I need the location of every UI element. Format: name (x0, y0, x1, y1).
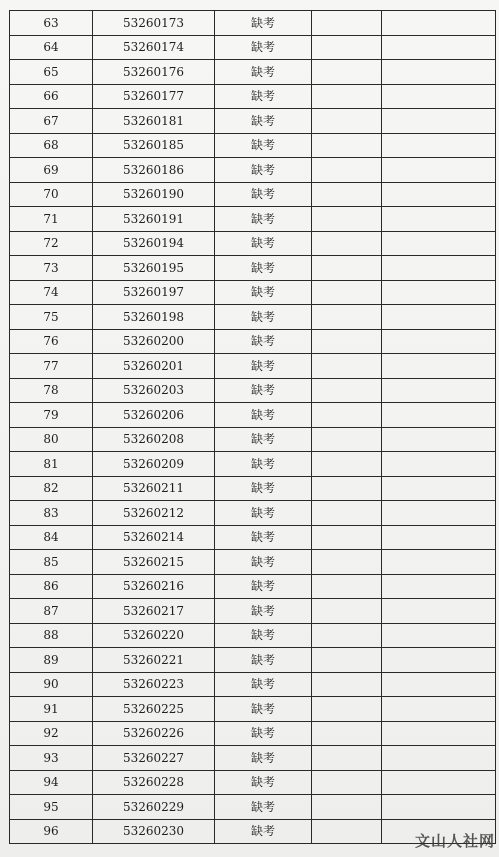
empty-cell (382, 403, 496, 428)
candidate-id-cell: 53260223 (93, 672, 215, 697)
empty-cell (312, 550, 382, 575)
row-number-cell: 68 (10, 133, 93, 158)
candidate-id-cell: 53260217 (93, 599, 215, 624)
empty-cell (382, 623, 496, 648)
empty-cell (312, 182, 382, 207)
empty-cell (312, 623, 382, 648)
row-number-cell: 86 (10, 574, 93, 599)
candidate-id-cell: 53260186 (93, 158, 215, 183)
table-row (10, 256, 496, 281)
candidate-id-cell: 53260174 (93, 35, 215, 60)
empty-cell (312, 452, 382, 477)
row-number-cell: 93 (10, 746, 93, 771)
status-cell: 缺考 (215, 819, 312, 844)
empty-cell (312, 574, 382, 599)
candidate-id-cell: 53260228 (93, 770, 215, 795)
empty-cell (312, 819, 382, 844)
table-row (10, 354, 496, 379)
status-cell: 缺考 (215, 574, 312, 599)
status-cell: 缺考 (215, 231, 312, 256)
empty-cell (312, 378, 382, 403)
row-number-cell: 72 (10, 231, 93, 256)
table-row (10, 525, 496, 550)
table-row (10, 378, 496, 403)
status-cell: 缺考 (215, 550, 312, 575)
candidate-id-cell: 53260229 (93, 795, 215, 820)
candidate-id-cell: 53260209 (93, 452, 215, 477)
empty-cell (312, 770, 382, 795)
table-row (10, 746, 496, 771)
table-row (10, 550, 496, 575)
empty-cell (382, 158, 496, 183)
row-number-cell: 81 (10, 452, 93, 477)
status-cell: 缺考 (215, 378, 312, 403)
empty-cell (312, 231, 382, 256)
status-cell: 缺考 (215, 770, 312, 795)
row-number-cell: 95 (10, 795, 93, 820)
status-cell: 缺考 (215, 672, 312, 697)
status-cell: 缺考 (215, 280, 312, 305)
table-row (10, 280, 496, 305)
empty-cell (382, 697, 496, 722)
row-number-cell: 71 (10, 207, 93, 232)
table-row (10, 476, 496, 501)
row-number-cell: 73 (10, 256, 93, 281)
table-row (10, 427, 496, 452)
table-row (10, 697, 496, 722)
row-number-cell: 70 (10, 182, 93, 207)
empty-cell (312, 329, 382, 354)
candidate-id-cell: 53260176 (93, 60, 215, 85)
table-row (10, 795, 496, 820)
status-cell: 缺考 (215, 182, 312, 207)
site-watermark: 文山人社网 (414, 832, 495, 850)
candidate-id-cell: 53260201 (93, 354, 215, 379)
status-cell: 缺考 (215, 697, 312, 722)
empty-cell (312, 207, 382, 232)
table-row (10, 35, 496, 60)
status-cell: 缺考 (215, 329, 312, 354)
empty-cell (312, 305, 382, 330)
empty-cell (382, 60, 496, 85)
status-cell: 缺考 (215, 354, 312, 379)
empty-cell (382, 84, 496, 109)
row-number-cell: 79 (10, 403, 93, 428)
empty-cell (382, 721, 496, 746)
status-cell: 缺考 (215, 109, 312, 134)
candidate-id-cell: 53260191 (93, 207, 215, 232)
candidate-id-cell: 53260226 (93, 721, 215, 746)
status-cell: 缺考 (215, 623, 312, 648)
status-cell: 缺考 (215, 158, 312, 183)
table-row (10, 721, 496, 746)
status-cell: 缺考 (215, 60, 312, 85)
empty-cell (382, 574, 496, 599)
row-number-cell: 91 (10, 697, 93, 722)
empty-cell (312, 648, 382, 673)
empty-cell (312, 672, 382, 697)
candidate-id-cell: 53260214 (93, 525, 215, 550)
row-number-cell: 75 (10, 305, 93, 330)
status-cell: 缺考 (215, 305, 312, 330)
empty-cell (382, 35, 496, 60)
empty-cell (312, 525, 382, 550)
row-number-cell: 89 (10, 648, 93, 673)
table-row (10, 158, 496, 183)
empty-cell (312, 746, 382, 771)
empty-cell (382, 378, 496, 403)
empty-cell (382, 329, 496, 354)
row-number-cell: 80 (10, 427, 93, 452)
row-number-cell: 84 (10, 525, 93, 550)
empty-cell (312, 280, 382, 305)
empty-cell (382, 231, 496, 256)
status-cell: 缺考 (215, 476, 312, 501)
table-row (10, 501, 496, 526)
row-number-cell: 67 (10, 109, 93, 134)
empty-cell (312, 427, 382, 452)
status-cell: 缺考 (215, 256, 312, 281)
table-row (10, 109, 496, 134)
empty-cell (382, 648, 496, 673)
empty-cell (382, 599, 496, 624)
status-cell: 缺考 (215, 525, 312, 550)
empty-cell (312, 256, 382, 281)
empty-cell (382, 256, 496, 281)
empty-cell (312, 133, 382, 158)
table-row (10, 648, 496, 673)
candidate-id-cell: 53260203 (93, 378, 215, 403)
candidate-id-cell: 53260190 (93, 182, 215, 207)
status-cell: 缺考 (215, 133, 312, 158)
absentee-table-body (10, 11, 496, 844)
table-row (10, 403, 496, 428)
empty-cell (312, 697, 382, 722)
table-row (10, 60, 496, 85)
candidate-id-cell: 53260230 (93, 819, 215, 844)
status-cell: 缺考 (215, 35, 312, 60)
row-number-cell: 65 (10, 60, 93, 85)
empty-cell (382, 280, 496, 305)
table-row (10, 182, 496, 207)
empty-cell (382, 795, 496, 820)
candidate-id-cell: 53260225 (93, 697, 215, 722)
candidate-id-cell: 53260198 (93, 305, 215, 330)
table-row (10, 305, 496, 330)
row-number-cell: 77 (10, 354, 93, 379)
table-row (10, 574, 496, 599)
status-cell: 缺考 (215, 84, 312, 109)
candidate-id-cell: 53260212 (93, 501, 215, 526)
candidate-id-cell: 53260221 (93, 648, 215, 673)
status-cell: 缺考 (215, 452, 312, 477)
row-number-cell: 88 (10, 623, 93, 648)
candidate-id-cell: 53260227 (93, 746, 215, 771)
empty-cell (382, 452, 496, 477)
status-cell: 缺考 (215, 427, 312, 452)
empty-cell (382, 182, 496, 207)
empty-cell (312, 109, 382, 134)
row-number-cell: 85 (10, 550, 93, 575)
row-number-cell: 82 (10, 476, 93, 501)
status-cell: 缺考 (215, 403, 312, 428)
candidate-id-cell: 53260206 (93, 403, 215, 428)
empty-cell (312, 84, 382, 109)
candidate-id-cell: 53260197 (93, 280, 215, 305)
table-row (10, 623, 496, 648)
empty-cell (382, 476, 496, 501)
row-number-cell: 90 (10, 672, 93, 697)
candidate-id-cell: 53260216 (93, 574, 215, 599)
empty-cell (382, 305, 496, 330)
row-number-cell: 96 (10, 819, 93, 844)
empty-cell (312, 35, 382, 60)
row-number-cell: 64 (10, 35, 93, 60)
status-cell: 缺考 (215, 721, 312, 746)
table-row (10, 599, 496, 624)
empty-cell (382, 672, 496, 697)
candidate-id-cell: 53260215 (93, 550, 215, 575)
status-cell: 缺考 (215, 648, 312, 673)
empty-cell (382, 501, 496, 526)
table-row (10, 84, 496, 109)
status-cell: 缺考 (215, 599, 312, 624)
row-number-cell: 78 (10, 378, 93, 403)
empty-cell (312, 403, 382, 428)
table-row (10, 329, 496, 354)
empty-cell (382, 133, 496, 158)
candidate-id-cell: 53260177 (93, 84, 215, 109)
row-number-cell: 92 (10, 721, 93, 746)
empty-cell (382, 746, 496, 771)
candidate-id-cell: 53260211 (93, 476, 215, 501)
row-number-cell: 66 (10, 84, 93, 109)
status-cell: 缺考 (215, 501, 312, 526)
status-cell: 缺考 (215, 207, 312, 232)
row-number-cell: 76 (10, 329, 93, 354)
candidate-id-cell: 53260220 (93, 623, 215, 648)
row-number-cell: 87 (10, 599, 93, 624)
empty-cell (382, 550, 496, 575)
table-row (10, 11, 496, 36)
candidate-id-cell: 53260200 (93, 329, 215, 354)
table-row (10, 133, 496, 158)
empty-cell (312, 721, 382, 746)
empty-cell (382, 207, 496, 232)
table-row (10, 452, 496, 477)
row-number-cell: 69 (10, 158, 93, 183)
empty-cell (312, 476, 382, 501)
candidate-id-cell: 53260185 (93, 133, 215, 158)
row-number-cell: 63 (10, 11, 93, 36)
empty-cell (312, 158, 382, 183)
status-cell: 缺考 (215, 795, 312, 820)
candidate-id-cell: 53260195 (93, 256, 215, 281)
empty-cell (312, 599, 382, 624)
row-number-cell: 74 (10, 280, 93, 305)
empty-cell (312, 354, 382, 379)
candidate-id-cell: 53260208 (93, 427, 215, 452)
table-row (10, 231, 496, 256)
empty-cell (382, 354, 496, 379)
empty-cell (382, 525, 496, 550)
absentee-table (9, 10, 496, 844)
empty-cell (382, 770, 496, 795)
empty-cell (382, 11, 496, 36)
table-row (10, 672, 496, 697)
empty-cell (382, 109, 496, 134)
empty-cell (312, 60, 382, 85)
empty-cell (312, 11, 382, 36)
candidate-id-cell: 53260181 (93, 109, 215, 134)
empty-cell (312, 795, 382, 820)
table-row (10, 770, 496, 795)
candidate-id-cell: 53260173 (93, 11, 215, 36)
candidate-id-cell: 53260194 (93, 231, 215, 256)
empty-cell (382, 427, 496, 452)
status-cell: 缺考 (215, 746, 312, 771)
table-row (10, 207, 496, 232)
row-number-cell: 83 (10, 501, 93, 526)
empty-cell (312, 501, 382, 526)
row-number-cell: 94 (10, 770, 93, 795)
status-cell: 缺考 (215, 11, 312, 36)
